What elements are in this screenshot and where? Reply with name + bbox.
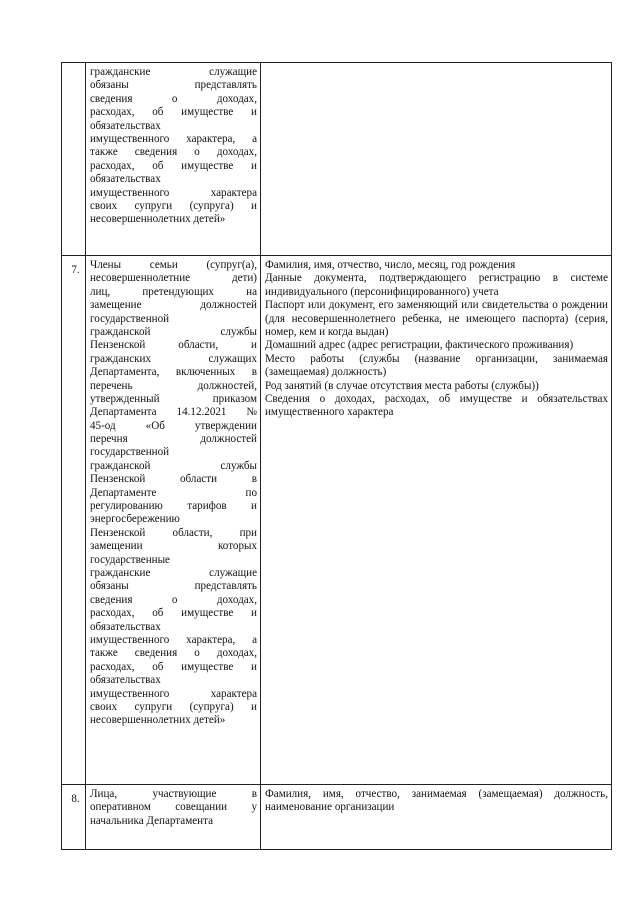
category-cell [86,785,261,850]
category-text-line: несовершеннолетних детей» [90,714,226,727]
row-number: 7. [71,264,80,276]
category-text-line: расходах, об имуществе и [90,106,257,119]
data-item: Место работы (службы (название организации, занимаемая (замещаемая) должность) [265,352,608,379]
category-cell [86,256,261,785]
category-text-line: замещении которых [90,540,257,553]
row-number-cell [62,785,86,850]
category-text-line: имущественного характера [90,186,257,199]
category-text-line: Департамента 14.12.2021 № [90,406,257,419]
data-list-cell [261,63,612,256]
category-text-line: обязательствах [90,674,161,687]
category-text-line: расходах, об имуществе и [90,660,257,673]
category-text-line: начальника Департамента [90,814,213,827]
data-item: Фамилия, имя, отчество, занимаемая (замещаемая) должность, наименование организации [265,788,608,814]
category-text-line: Департамента, включенных в [90,366,257,379]
category-text-line: перечня должностей [90,433,257,446]
row-number-cell [62,256,86,785]
category-text-line: замещение должностей [90,299,257,312]
category-text-line: гражданской службы [90,325,257,338]
category-text-line: лиц, претендующих на [90,285,257,298]
category-text-line: утвержденный приказом [90,392,257,405]
category-text-line: 45-од «Об утверждении [90,419,257,432]
category-text-line: гражданской службы [90,459,257,472]
data-item: Род занятий (в случае отсутствия места работы (службы)) [265,379,539,392]
category-text-line: имущественного характера, а [90,633,257,646]
row-number-cell [62,63,86,256]
data-item: Фамилия, имя, отчество, число, месяц, год рождения [265,259,516,271]
category-text-line: своих супруги (супруга) и [90,700,257,713]
category-text-line: своих супруги (супруга) и [90,199,257,212]
category-text-line: несовершеннолетних детей» [90,213,226,226]
data-item: Данные документа, подтверждающего регистрацию в системе индивидуального (персонифицированного) учета [265,272,608,298]
category-text-line: оперативном совещании у [90,801,257,814]
category-text-line: гражданских служащих [90,352,257,365]
category-text-line: несовершеннолетние дети) [90,272,257,285]
category-text-line: расходах, об имуществе и [90,159,257,172]
data-list-cell [261,785,612,850]
category-text-line: Лица, участвующие в [90,788,257,800]
category-text-line: гражданские служащие [90,66,257,78]
category-text-line: Члены семьи (супруг(а), [90,259,257,271]
category-text-line: имущественного характера [90,687,257,700]
category-text-line: сведения о доходах, [90,593,257,606]
category-text-line: сведения о доходах, [90,92,257,105]
category-text-line: также сведения о доходах, [90,647,257,660]
data-item: Сведения о доходах, расходах, об имуществе и обязательствах имущественного характера [265,393,608,419]
category-text-line: обязательствах [90,620,161,633]
category-text-line: обязаны представлять [90,580,257,593]
category-text-line: регулированию тарифов и [90,500,257,513]
row-number: 8. [71,793,80,805]
category-text-line: Департаменте по [90,486,257,499]
category-text-line: обязаны представлять [90,79,257,92]
table-row-7 [62,256,612,785]
category-text-line: также сведения о доходах, [90,146,257,159]
category-text-line: Пензенской области, и [90,339,257,352]
personal-data-table [61,62,612,850]
category-text-line: гражданские служащие [90,566,257,579]
category-text-line: обязательствах [90,119,161,132]
category-text-line: энергосбережению [90,513,180,526]
data-list-cell [261,256,612,785]
data-item: Домашний адрес (адрес регистрации, фактического проживания) [265,339,574,352]
category-text-line: государственные [90,553,170,566]
category-text-line: Пензенской области, при [90,526,257,539]
data-item: Паспорт или документ, его заменяющий или свидетельства о рождении (для несовершеннолетнего ребенка, не имеющего паспорта) (серия, номер, кем и когда выдан) [265,299,608,339]
category-text-line: Пензенской области в [90,473,257,486]
category-text-line: расходах, об имуществе и [90,607,257,620]
category-text-line: государственной [90,312,170,325]
category-text-line: имущественного характера, а [90,132,257,145]
table-row-continued [62,63,612,256]
category-text-line: обязательствах [90,173,161,186]
category-text-line: перечень должностей, [90,379,257,392]
category-text-line: государственной [90,446,170,459]
table-row-8 [62,785,612,850]
category-cell [86,63,261,256]
